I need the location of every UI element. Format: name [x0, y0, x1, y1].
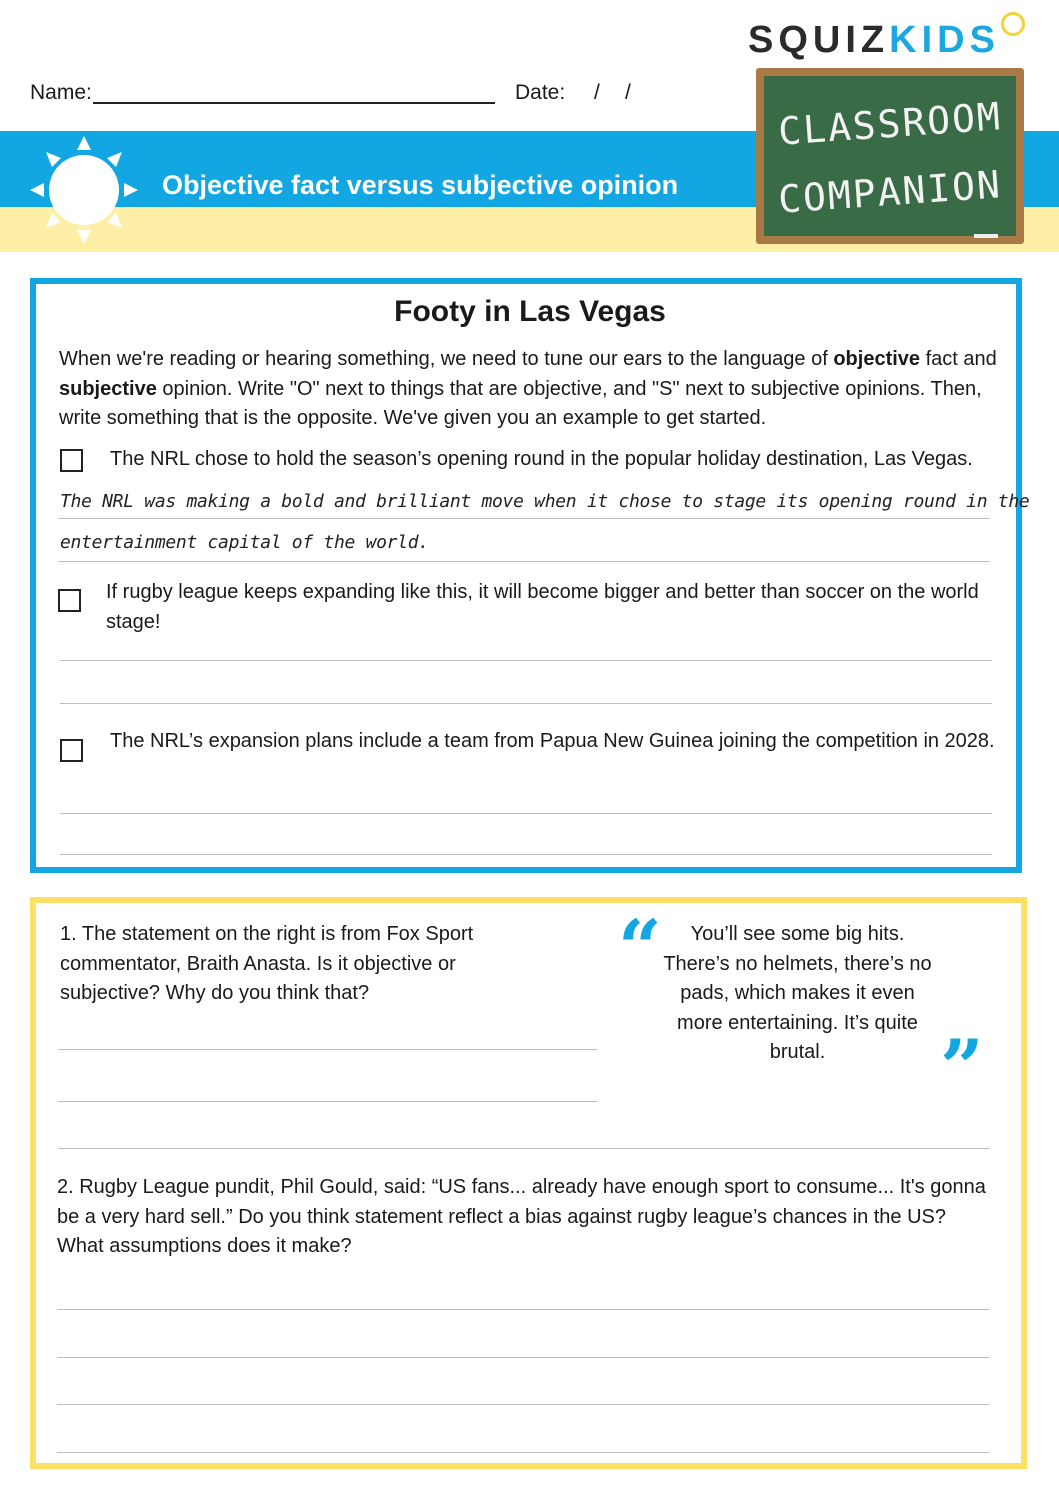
name-input-line[interactable] [93, 102, 495, 104]
logo-squiz-text: SQUIZ [748, 19, 890, 61]
item-1-statement: The NRL chose to hold the season’s opening round in the popular holiday destination, Las Vegas. [110, 448, 973, 470]
sun-icon [28, 134, 140, 246]
q1-answer-line-2[interactable] [58, 1101, 597, 1102]
item-2-answer-line-2[interactable] [60, 703, 992, 704]
logo-kids-text: KIDS [889, 19, 1000, 61]
item-1-example-line-1: The NRL was making a bold and brilliant move when it chose to stage its opening round in the [60, 491, 1030, 512]
q2-answer-line-2[interactable] [57, 1357, 989, 1358]
intro-part-1: When we're reading or hearing something, we need to tune our ears to the language of [59, 348, 834, 370]
open-quote-icon: “ [618, 903, 662, 992]
instructions [59, 345, 1009, 434]
intro-part-3: opinion. Write "O" next to things that are objective, and "S" next to subjective opinions. Then, write something that is the opposite. We've given you an example to get started. [59, 377, 982, 429]
banner-title: Objective fact versus subjective opinion [162, 170, 679, 200]
q2-answer-line-1[interactable] [57, 1309, 989, 1310]
intro-bold-subjective: subjective [59, 377, 157, 400]
q2-answer-line-3[interactable] [57, 1404, 989, 1405]
item-3-statement: The NRL’s expansion plans include a team from Papua New Guinea joining the competition in 2028. [110, 730, 995, 752]
question-1: 1. The statement on the right is from Fox Sport commentator, Braith Anasta. Is it objective or subjective? Why do you think that? [60, 923, 474, 1004]
chalk-icon [974, 234, 998, 238]
chalkboard-line-2: COMPANION [776, 162, 1004, 222]
q1-answer-line-1[interactable] [58, 1049, 597, 1050]
item-3-answer-line-2[interactable] [60, 854, 992, 855]
anasta-quote: You’ll see some big hits. There’s no helmets, there’s no pads, which makes it even more entertaining. It’s quite brutal. [663, 923, 932, 1063]
date-separator-1: / [594, 81, 600, 104]
item-3-checkbox[interactable] [60, 739, 83, 762]
close-quote-icon: ” [940, 1023, 984, 1112]
q1-answer-line-3[interactable] [58, 1148, 990, 1149]
logo-ring-icon [1001, 12, 1025, 36]
item-1-answer-line-2[interactable] [58, 561, 990, 562]
intro-part-2: fact and [920, 348, 997, 370]
chalkboard-line-1: CLASSROOM [776, 94, 1004, 154]
q2-answer-line-4[interactable] [57, 1452, 989, 1453]
item-2-statement: If rugby league keeps expanding like this, it will become bigger and better than soccer on the world stage! [106, 581, 979, 633]
item-3-answer-line-1[interactable] [60, 813, 992, 814]
squizkids-logo [748, 18, 1000, 62]
classroom-companion-chalkboard [756, 68, 1024, 244]
name-label: Name: [30, 81, 92, 104]
item-1-answer-line-1[interactable] [58, 518, 990, 519]
date-separator-2: / [625, 81, 631, 104]
date-label: Date: [515, 81, 566, 104]
item-2-answer-line-1[interactable] [60, 660, 992, 661]
section-title: Footy in Las Vegas [394, 295, 666, 328]
chalkboard-surface [764, 76, 1016, 236]
intro-bold-objective: objective [833, 348, 921, 370]
item-1-example-line-2: entertainment capital of the world. [60, 532, 429, 553]
item-2-checkbox[interactable] [58, 589, 81, 612]
item-1-checkbox[interactable] [60, 449, 83, 472]
question-2: 2. Rugby League pundit, Phil Gould, said: “US fans... already have enough sport to consume... It's gonna be a very hard sell.” Do you think statement reflect a bias against rugby league’s chances in the US? What assumptions does it make? [57, 1176, 986, 1257]
